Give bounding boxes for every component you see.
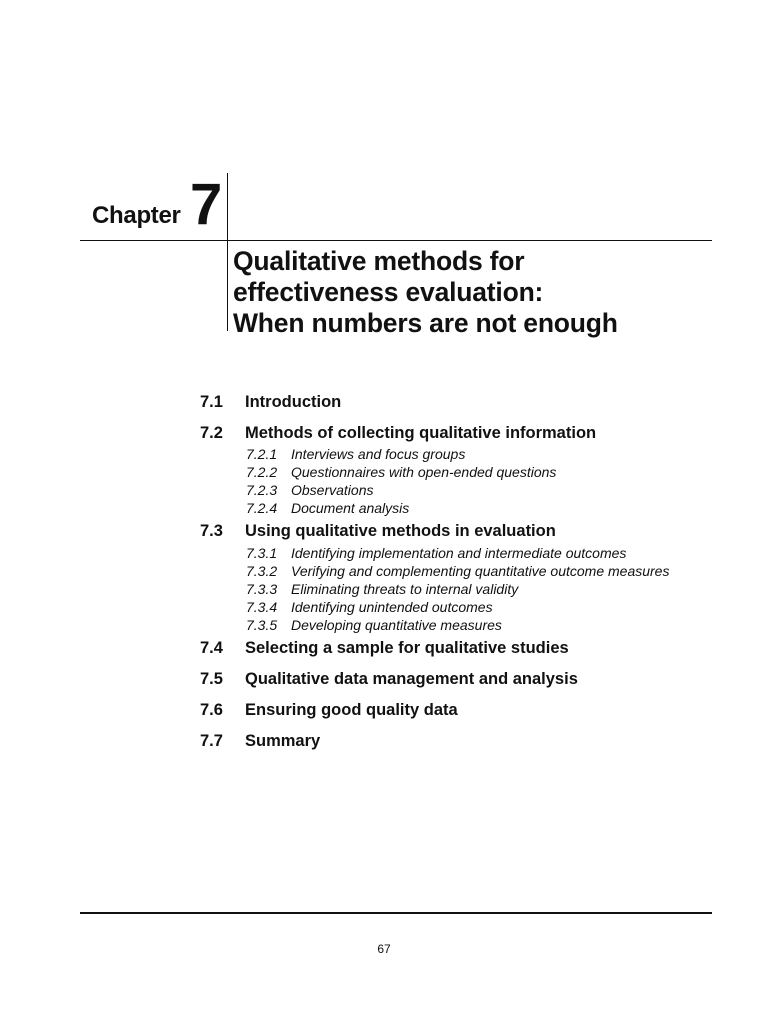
chapter-label: Chapter <box>92 202 181 229</box>
chapter-title-line: Qualitative methods for <box>233 246 525 276</box>
toc-subsection-number: 7.2.3 <box>246 482 278 498</box>
toc-subsection-number: 7.3.2 <box>246 563 278 579</box>
toc-subsection-label: Questionnaires with open-ended questions <box>291 464 557 480</box>
toc-section-number: 7.7 <box>200 732 223 750</box>
toc-subsection-number: 7.2.4 <box>246 500 278 516</box>
toc-section-label: Selecting a sample for qualitative studies <box>245 639 569 657</box>
toc-section-label: Methods of collecting qualitative information <box>245 424 597 442</box>
toc-section-label: Ensuring good quality data <box>245 701 458 719</box>
toc-section-label: Using qualitative methods in evaluation <box>245 522 556 540</box>
toc-section-number: 7.6 <box>200 701 223 719</box>
header-rule <box>80 240 712 241</box>
toc-subsection-label: Interviews and focus groups <box>291 446 466 462</box>
toc-section-number: 7.2 <box>200 424 223 442</box>
chapter-number: 7 <box>190 172 223 237</box>
chapter-title <box>233 246 703 339</box>
toc-subsection-label: Observations <box>291 482 374 498</box>
toc-subsection-number: 7.3.3 <box>246 581 278 597</box>
toc-subsection-number: 7.3.4 <box>246 599 278 615</box>
toc-section-number: 7.3 <box>200 522 223 540</box>
toc-section-label: Summary <box>245 732 321 750</box>
toc-subsection-label: Identifying implementation and intermediate outcomes <box>291 545 627 561</box>
toc-section-label: Introduction <box>245 393 342 411</box>
chapter-title-line: When numbers are not enough <box>233 308 618 338</box>
toc-subsection-number: 7.2.1 <box>246 446 278 462</box>
toc-section-label: Qualitative data management and analysis <box>245 670 578 688</box>
toc-subsection-number: 7.3.5 <box>246 617 278 633</box>
page-number: 67 <box>377 942 391 956</box>
footer-rule <box>80 912 712 914</box>
chapter-title-line: effectiveness evaluation: <box>233 277 544 307</box>
toc-section-number: 7.4 <box>200 639 223 657</box>
toc-subsection-label: Verifying and complementing quantitative outcome measures <box>291 563 670 579</box>
toc-subsection-label: Developing quantitative measures <box>291 617 502 633</box>
toc-subsection-label: Identifying unintended outcomes <box>291 599 493 615</box>
toc-subsection-label: Document analysis <box>291 500 410 516</box>
toc-subsection-label: Eliminating threats to internal validity <box>291 581 519 597</box>
toc-subsection-number: 7.2.2 <box>246 464 278 480</box>
toc-section-number: 7.5 <box>200 670 223 688</box>
toc-subsection-number: 7.3.1 <box>246 545 278 561</box>
vertical-rule <box>227 173 228 331</box>
toc-section-number: 7.1 <box>200 393 223 411</box>
